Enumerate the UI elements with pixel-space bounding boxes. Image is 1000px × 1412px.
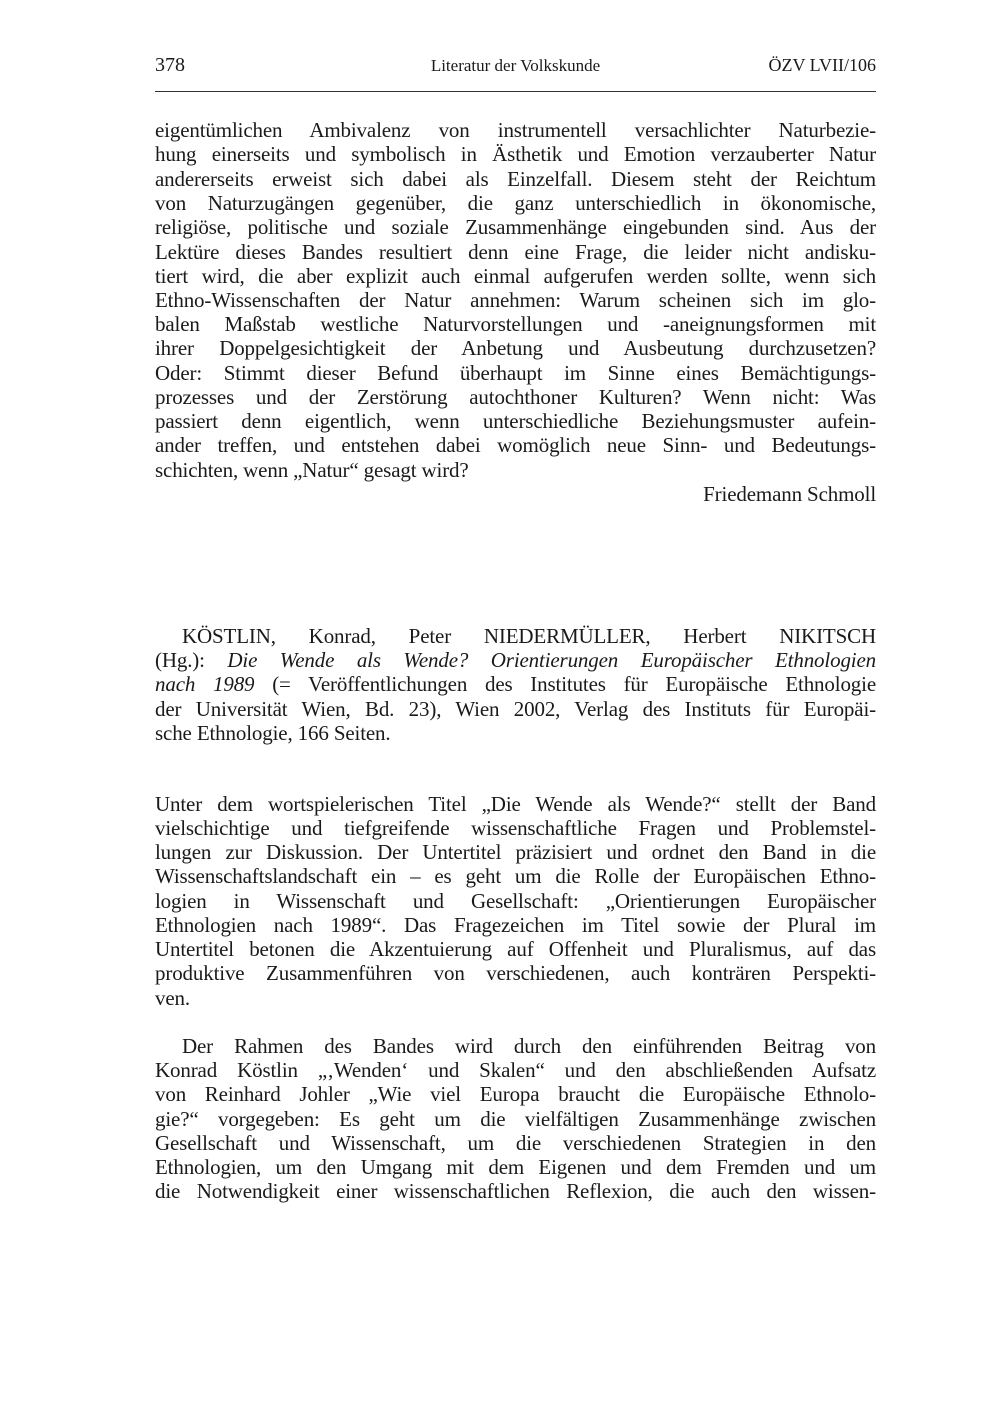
text-line: lungen zur Diskussion. Der Untertitel präzisiert und ordnet den Band in die xyxy=(155,840,876,864)
running-header xyxy=(155,54,876,84)
text-line: religiöse, politische und soziale Zusammenhänge eingebunden sind. Aus der xyxy=(155,215,876,239)
running-title: Literatur der Volkskunde xyxy=(430,56,601,75)
journal-issue: ÖZV LVII/106 xyxy=(768,55,876,75)
text-line: hung einerseits und symbolisch in Ästhetik und Emotion verzauberter Natur xyxy=(155,142,876,166)
citation-title: Die Wende als Wende? Orientierungen Europäischer Ethnologien xyxy=(227,648,876,672)
page-number: 378 xyxy=(155,54,185,76)
text-line: Lektüre dieses Bandes resultiert denn eine Frage, die leider nicht andisku- xyxy=(155,240,876,264)
text-line: passiert denn eigentlich, wenn unterschiedliche Beziehungsmuster aufein- xyxy=(155,409,876,433)
text-line: Oder: Stimmt dieser Befund überhaupt im Sinne eines Bemächtigungs- xyxy=(155,361,876,385)
text-line: balen Maßstab westliche Naturvorstellungen und -aneignungsformen mit xyxy=(155,312,876,336)
text-line: ihrer Doppelgesichtigkeit der Anbetung und Ausbeutung durchzusetzen? xyxy=(155,336,876,360)
citation-series-line xyxy=(155,672,876,696)
header-rule xyxy=(155,91,876,92)
citation-editor-note: (Hg.): xyxy=(155,648,228,672)
text-line: produktive Zusammenführen von verschiedenen, auch konträren Perspekti- xyxy=(155,961,876,985)
text-line: von Reinhard Johler „Wie viel Europa braucht die Europäische Ethnolo- xyxy=(155,1082,876,1106)
text-line: logien in Wissenschaft und Gesellschaft: „Orientierungen Europäischer xyxy=(155,889,876,913)
text-line: schichten, wenn „Natur“ gesagt wird? xyxy=(155,458,469,482)
text-line: tiert wird, die aber explizit auch einmal aufgerufen werden sollte, wenn sich xyxy=(155,264,876,288)
text-line: Konrad Köstlin „‚Wenden‘ und Skalen“ und den abschließenden Aufsatz xyxy=(155,1058,876,1082)
text-line: Ethno-Wissenschaften der Natur annehmen: Warum scheinen sich im glo- xyxy=(155,288,876,312)
review-author: Friedemann Schmoll xyxy=(703,482,876,506)
text-line: Ethnologien nach 1989“. Das Fragezeichen im Titel sowie der Plural im xyxy=(155,913,876,937)
citation-title-line xyxy=(155,648,876,672)
text-line: Unter dem wortspielerischen Titel „Die Wende als Wende?“ stellt der Band xyxy=(155,792,876,816)
text-line: eigentümlichen Ambivalenz von instrumentell versachlichter Naturbezie- xyxy=(155,118,876,142)
text-line: ven. xyxy=(155,986,190,1010)
text-line: prozesses und der Zerstörung autochthoner Kulturen? Wenn nicht: Was xyxy=(155,385,876,409)
text-line: Ethnologien, um den Umgang mit dem Eigenen und dem Fremden und um xyxy=(155,1155,876,1179)
citation-series: (= Veröffentlichungen des Institutes für Europäische Ethnologie xyxy=(254,672,876,696)
text-line: von Naturzugängen gegenüber, die ganz unterschiedlich in ökonomische, xyxy=(155,191,876,215)
text-line: Gesellschaft und Wissenschaft, um die verschiedenen Strategien in den xyxy=(155,1131,876,1155)
text-line: Der Rahmen des Bandes wird durch den einführenden Beitrag von xyxy=(182,1034,876,1058)
citation-pages: sche Ethnologie, 166 Seiten. xyxy=(155,721,391,745)
text-line: die Notwendigkeit einer wissenschaftlichen Reflexion, die auch den wissen- xyxy=(155,1179,876,1203)
citation-title-cont: nach 1989 xyxy=(155,672,255,696)
text-line: gie?“ vorgegeben: Es geht um die vielfältigen Zusammenhänge zwischen xyxy=(155,1107,876,1131)
text-line: ander treffen, und entstehen dabei womöglich neue Sinn- und Bedeutungs- xyxy=(155,433,876,457)
citation-authors: KÖSTLIN, Konrad, Peter NIEDERMÜLLER, Herbert NIKITSCH xyxy=(182,624,876,648)
text-line: Wissenschaftslandschaft ein – es geht um die Rolle der Europäischen Ethno- xyxy=(155,864,876,888)
citation-publisher: der Universität Wien, Bd. 23), Wien 2002, Verlag des Instituts für Europäi- xyxy=(155,697,876,721)
text-line: Untertitel betonen die Akzentuierung auf Offenheit und Pluralismus, auf das xyxy=(155,937,876,961)
text-line: vielschichtige und tiefgreifende wissenschaftliche Fragen und Problemstel- xyxy=(155,816,876,840)
text-line: andererseits erweist sich dabei als Einzelfall. Diesem steht der Reichtum xyxy=(155,167,876,191)
